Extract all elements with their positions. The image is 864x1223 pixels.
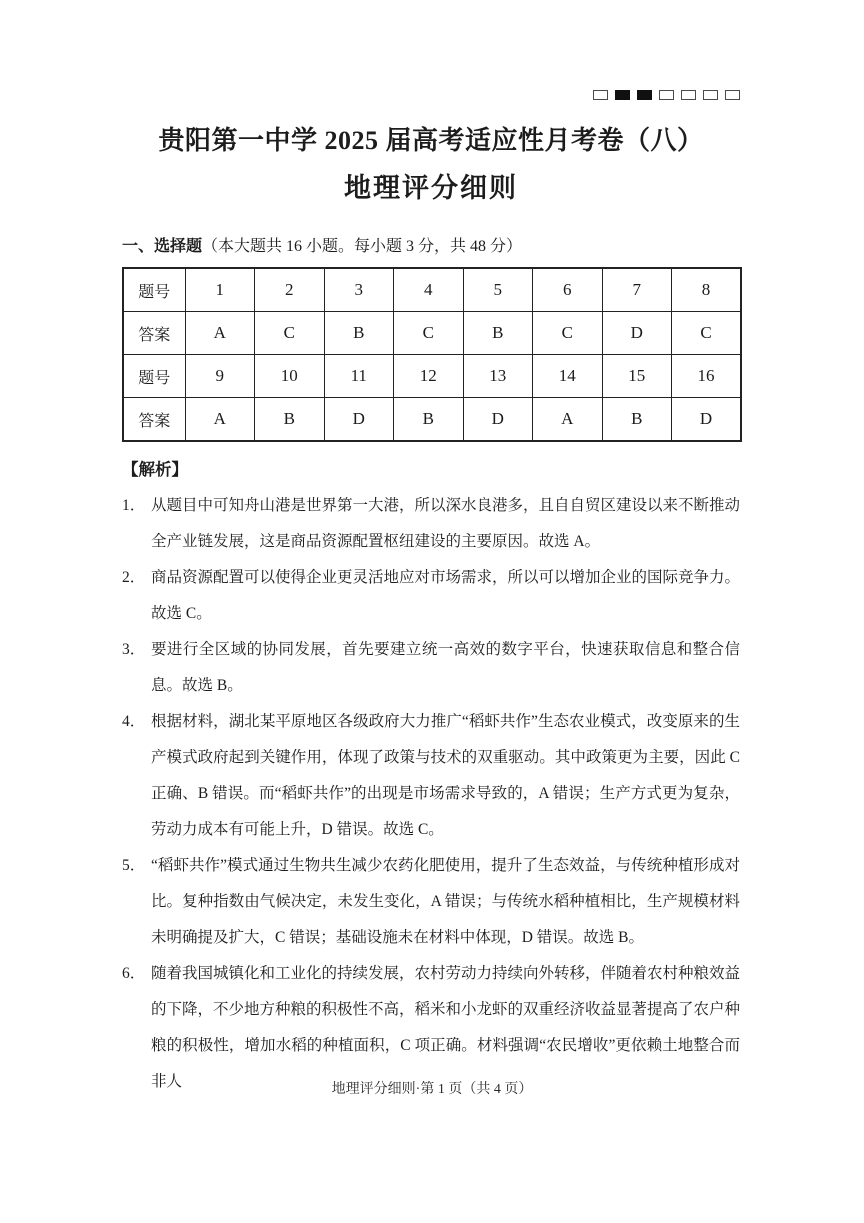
row-label-cell: 答案 (123, 312, 185, 355)
progress-square-1 (615, 90, 630, 100)
question-number-cell: 9 (185, 355, 255, 398)
analysis-item (122, 632, 740, 704)
answer-cell: A (185, 312, 255, 355)
question-number-cell: 11 (324, 355, 394, 398)
answer-cell: B (394, 398, 464, 442)
item-text: 从题目中可知舟山港是世界第一大港，所以深水良港多，且自自贸区建设以来不断推动全产业链发展，这是商品资源配置枢纽建设的主要原因。故选 A。 (151, 497, 741, 550)
question-number-cell: 16 (672, 355, 742, 398)
progress-indicator (122, 0, 740, 100)
question-number-cell: 8 (672, 268, 742, 312)
question-number-cell: 3 (324, 268, 394, 312)
analysis-item (122, 488, 740, 560)
item-text: 要进行全区域的协同发展，首先要建立统一高效的数字平台，快速获取信息和整合信息。故选 B。 (151, 641, 740, 694)
analysis-section (122, 452, 740, 1100)
item-number: 4． (122, 713, 146, 730)
analysis-item (122, 560, 740, 632)
table-row (123, 268, 741, 312)
exam-title: 贵阳第一中学 2025 届高考适应性月考卷（八） (158, 126, 704, 155)
item-number: 1． (122, 497, 146, 514)
question-number-cell: 5 (463, 268, 533, 312)
section-heading-bold: 一、选择题 (122, 238, 203, 255)
question-number-cell: 2 (255, 268, 325, 312)
item-number: 3． (122, 641, 146, 658)
analysis-item (122, 848, 740, 956)
page-footer: 地理评分细则·第 1 页（共 4 页） (331, 1082, 533, 1097)
answer-cell: C (533, 312, 603, 355)
question-number-cell: 10 (255, 355, 325, 398)
row-label-cell: 答案 (123, 398, 185, 442)
item-number: 5． (122, 857, 146, 874)
answer-cell: B (602, 398, 672, 442)
answer-cell: B (324, 312, 394, 355)
question-number-cell: 15 (602, 355, 672, 398)
progress-square-5 (703, 90, 718, 100)
section-heading-rest: （本大题共 16 小题。每小题 3 分，共 48 分） (202, 238, 523, 255)
question-number-cell: 1 (185, 268, 255, 312)
row-label-cell: 题号 (123, 355, 185, 398)
answer-cell: B (463, 312, 533, 355)
answer-cell: C (672, 312, 742, 355)
row-label-cell: 题号 (123, 268, 185, 312)
progress-square-2 (637, 90, 652, 100)
table-row (123, 312, 741, 355)
table-row (123, 355, 741, 398)
item-number: 2． (122, 569, 146, 586)
progress-square-4 (681, 90, 696, 100)
exam-subtitle: 地理评分细则 (344, 173, 518, 203)
answer-cell: A (185, 398, 255, 442)
answer-cell: A (533, 398, 603, 442)
question-number-cell: 12 (394, 355, 464, 398)
item-number: 6． (122, 965, 146, 982)
answer-cell: D (672, 398, 742, 442)
section-heading (122, 233, 740, 256)
progress-square-6 (725, 90, 740, 100)
progress-square-3 (659, 90, 674, 100)
answer-cell: C (394, 312, 464, 355)
question-number-cell: 4 (394, 268, 464, 312)
question-number-cell: 7 (602, 268, 672, 312)
answer-table (122, 267, 742, 442)
analysis-header: 【解析】 (122, 461, 188, 479)
answer-cell: D (602, 312, 672, 355)
answer-cell: D (463, 398, 533, 442)
question-number-cell: 6 (533, 268, 603, 312)
progress-square-0 (593, 90, 608, 100)
table-row (123, 398, 741, 442)
analysis-item (122, 704, 740, 848)
item-text: 随着我国城镇化和工业化的持续发展，农村劳动力持续向外转移，伴随着农村种粮效益的下降，不少地方种粮的积极性不高，稻米和小龙虾的双重经济收益显著提高了农户种粮的积极性，增加水稻的种植面积，C 项正确。材料强调“农民增收”更依赖土地整合而非人 (151, 965, 741, 1090)
question-number-cell: 14 (533, 355, 603, 398)
question-number-cell: 13 (463, 355, 533, 398)
answer-cell: D (324, 398, 394, 442)
item-text: 根据材料，湖北某平原地区各级政府大力推广“稻虾共作”生态农业模式，改变原来的生产模式政府起到关键作用，体现了政策与技术的双重驱动。其中政策更为主要，因此 C 正确、B 错误。而“稻虾共作”的出现是市场需求导致的，A 错误；生产方式更为复杂，劳动力成本有可能上升，D 错误。故选 C。 (151, 713, 740, 838)
item-text: “稻虾共作”模式通过生物共生减少农药化肥使用，提升了生态效益，与传统种植形成对比。复种指数由气候决定，未发生变化，A 错误；与传统水稻种植相比，生产规模材料未明确提及扩大，C 错误；基础设施未在材料中体现，D 错误。故选 B。 (151, 857, 740, 946)
answer-cell: C (255, 312, 325, 355)
item-text: 商品资源配置可以使得企业更灵活地应对市场需求，所以可以增加企业的国际竞争力。故选 C。 (151, 569, 741, 622)
answer-cell: B (255, 398, 325, 442)
